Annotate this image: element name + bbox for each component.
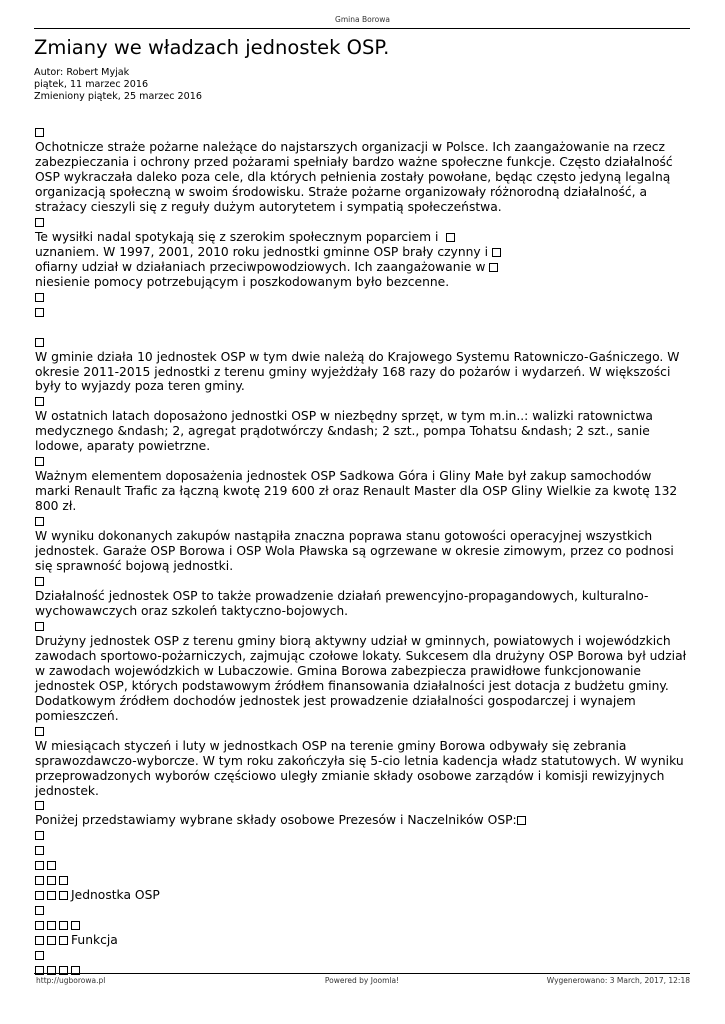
missing-glyph-row <box>35 843 687 858</box>
missing-glyph-icon <box>59 966 68 975</box>
missing-glyph-row <box>35 514 687 529</box>
missing-glyph-icon <box>59 876 68 885</box>
missing-glyph-icon <box>446 233 455 242</box>
missing-glyph-icon <box>35 966 44 975</box>
missing-glyph-icon <box>35 308 44 317</box>
paragraph-history: Ochotnicze straże pożarne należące do najstarszych organizacji w Polsce. Ich zaangażowanie na rzecz zabezpieczania i ochrony przed pożarami spełniały bardzo ważne społeczne funkcje. Często działalność OSP wykraczała daleko poza cele, dla których pełnienia zostały powołane, będąc często jedyną legalną organizacją społeczną w swoim środowisku. Straże pożarne organizowały różnorodną działalność, a strażacy cieszyli się z reguły dużym autorytetem i sympatią społeczeństwa. <box>35 140 673 214</box>
table-col-unit-label: Jednostka OSP <box>71 888 160 903</box>
table-header-unit <box>35 888 687 903</box>
missing-glyph-icon <box>35 457 44 466</box>
missing-glyph-icon <box>35 727 44 736</box>
missing-glyph-icon <box>35 801 44 810</box>
missing-glyph-icon <box>492 248 501 257</box>
missing-glyph-row <box>35 574 687 589</box>
author-line: Autor: Robert Myjak <box>34 67 130 78</box>
missing-glyph-row <box>35 828 687 843</box>
missing-glyph-row <box>35 335 687 350</box>
paragraph-support-line: niesienie pomocy potrzebującym i poszkodowanym było bezcenne. <box>35 274 450 289</box>
paragraph-activities: Działalność jednostek OSP to także prowadzenie działań prewencyjno-propagandowych, kulturalno-wychowawczych oraz szkoleń taktyczno-bojowych. <box>35 589 649 618</box>
paragraph-support-line: Te wysiłki nadal spotykają się z szerokim społecznym poparciem i <box>35 229 439 244</box>
missing-glyph-icon <box>47 891 56 900</box>
missing-glyph-icon <box>71 966 80 975</box>
paragraph-readiness: W wyniku dokonanych zakupów nastąpiła znaczna poprawa stanu gotowości operacyjnej wszystkich jednostek. Garaże OSP Borowa i OSP Wola Pławska są ogrzewane w okresie zimowym, przez co podnosi się sprawność bojową jednostki. <box>35 529 674 574</box>
missing-glyph-icon <box>35 218 44 227</box>
missing-glyph-icon <box>71 921 80 930</box>
paragraph-elections: W miesiącach styczeń i luty w jednostkach OSP na terenie gminy Borowa odbywały się zebrania sprawozdawczo-wyborcze. W tym roku zakończyła się 5-cio letnia kadencja władz statutowych. W wyniku przeprowadzonych wyborów częściowo uległy zmianie składy osobowe zarządów i komisji rewizyjnych jednostek. <box>35 738 684 798</box>
missing-glyph-icon <box>47 936 56 945</box>
blank-row <box>35 320 687 335</box>
missing-glyph-row <box>35 798 687 813</box>
header-divider <box>34 28 690 29</box>
missing-glyph-row <box>35 858 687 873</box>
paragraph-vehicles: Ważnym elementem doposażenia jednostek OSP Sadkowa Góra i Gliny Małe był zakup samochodów marki Renault Trafic za łączną kwotę 219 600 zł oraz Renault Master dla OSP Gliny Wielkie za kwotę 132 800 zł. <box>35 469 678 514</box>
missing-glyph-icon <box>35 577 44 586</box>
missing-glyph-icon <box>59 936 68 945</box>
missing-glyph-icon <box>35 397 44 406</box>
footer-divider <box>34 973 690 974</box>
paragraph-intro-table <box>35 813 687 828</box>
missing-glyph-icon <box>47 861 56 870</box>
site-name: Gmina Borowa <box>335 15 390 24</box>
paragraph-support <box>35 230 687 290</box>
modified-date: Zmieniony piątek, 25 marzec 2016 <box>34 91 202 102</box>
missing-glyph-icon <box>35 861 44 870</box>
missing-glyph-icon <box>59 921 68 930</box>
article-meta <box>34 67 202 103</box>
footer-url: http://ugborowa.pl <box>36 976 106 985</box>
paragraph-support-line: uznaniem. W 1997, 2001, 2010 roku jednostki gminne OSP brały czynny i <box>35 244 489 259</box>
missing-glyph-icon <box>35 846 44 855</box>
missing-glyph-icon <box>35 936 44 945</box>
article-title: Zmiany we władzach jednostek OSP. <box>34 36 390 59</box>
paragraph-equipment: W ostatnich latach doposażono jednostki OSP w niezbędny sprzęt, w tym m.in..: walizki ratownictwa medycznego &ndash; 2, agregat prądotwórczy &ndash; 2 szt., pompa Tohatsu &ndash; 2 szt., sanie lodowe, aparaty powietrzne. <box>35 409 653 454</box>
missing-glyph-icon <box>35 906 44 915</box>
missing-glyph-icon <box>35 876 44 885</box>
table-col-function-label: Funkcja <box>71 933 118 948</box>
paragraph-support-line: ofiarny udział w działaniach przeciwpowodziowych. Ich zaangażowanie w <box>35 259 486 274</box>
missing-glyph-row <box>35 394 687 409</box>
missing-glyph-icon <box>517 816 526 825</box>
missing-glyph-row <box>35 454 687 469</box>
missing-glyph-row <box>35 903 687 918</box>
missing-glyph-icon <box>59 891 68 900</box>
missing-glyph-icon <box>47 966 56 975</box>
missing-glyph-row <box>35 305 687 320</box>
paragraph-units: W gminie działa 10 jednostek OSP w tym dwie należą do Krajowego Systemu Ratowniczo-Gaśniczego. W okresie 2011-2015 jednostki z terenu gminy wyjeżdżały 168 razy do pożarów i wydarzeń. W większości były to wyjazdy poza teren gminy. <box>35 349 680 394</box>
table-header-function <box>35 933 687 948</box>
missing-glyph-row <box>35 215 687 230</box>
created-date: piątek, 11 marzec 2016 <box>34 79 149 90</box>
paragraph-teams: Drużyny jednostek OSP z terenu gminy biorą aktywny udział w gminnych, powiatowych i wojewódzkich zawodach sportowo-pożarniczych, zajmując czołowe lokaty. Sukcesem dla drużyny OSP Borowa był udział w zawodach wojewódzkich w Lubaczowie. Gmina Borowa zabezpiecza prawidłowe funkcjonowanie jednostek OSP, których podstawowym źródłem finansowania działalności jest dotacja z budżetu gminy. Dodatkowym źródłem dochodów jednostek jest prowadzenie działalności gospodarczej i wynajem pomieszczeń. <box>35 633 687 723</box>
missing-glyph-icon <box>35 831 44 840</box>
article-body <box>35 125 687 978</box>
missing-glyph-icon <box>35 622 44 631</box>
missing-glyph-row <box>35 619 687 634</box>
missing-glyph-row <box>35 918 687 933</box>
footer-powered: Powered by Joomla! <box>324 976 400 985</box>
missing-glyph-icon <box>47 876 56 885</box>
missing-glyph-icon <box>35 128 44 137</box>
missing-glyph-icon <box>35 891 44 900</box>
intro-table-text: Poniżej przedstawiamy wybrane składy osobowe Prezesów i Naczelników OSP: <box>35 813 517 828</box>
missing-glyph-icon <box>35 921 44 930</box>
missing-glyph-icon <box>35 517 44 526</box>
missing-glyph-icon <box>35 951 44 960</box>
missing-glyph-icon <box>47 921 56 930</box>
missing-glyph-row <box>35 125 687 140</box>
missing-glyph-row <box>35 724 687 739</box>
missing-glyph-row <box>35 948 687 963</box>
missing-glyph-icon <box>489 263 498 272</box>
missing-glyph-row <box>35 873 687 888</box>
missing-glyph-icon <box>35 293 44 302</box>
footer-generated: Wygenerowano: 3 March, 2017, 12:18 <box>546 976 690 985</box>
missing-glyph-icon <box>35 338 44 347</box>
missing-glyph-row <box>35 290 687 305</box>
